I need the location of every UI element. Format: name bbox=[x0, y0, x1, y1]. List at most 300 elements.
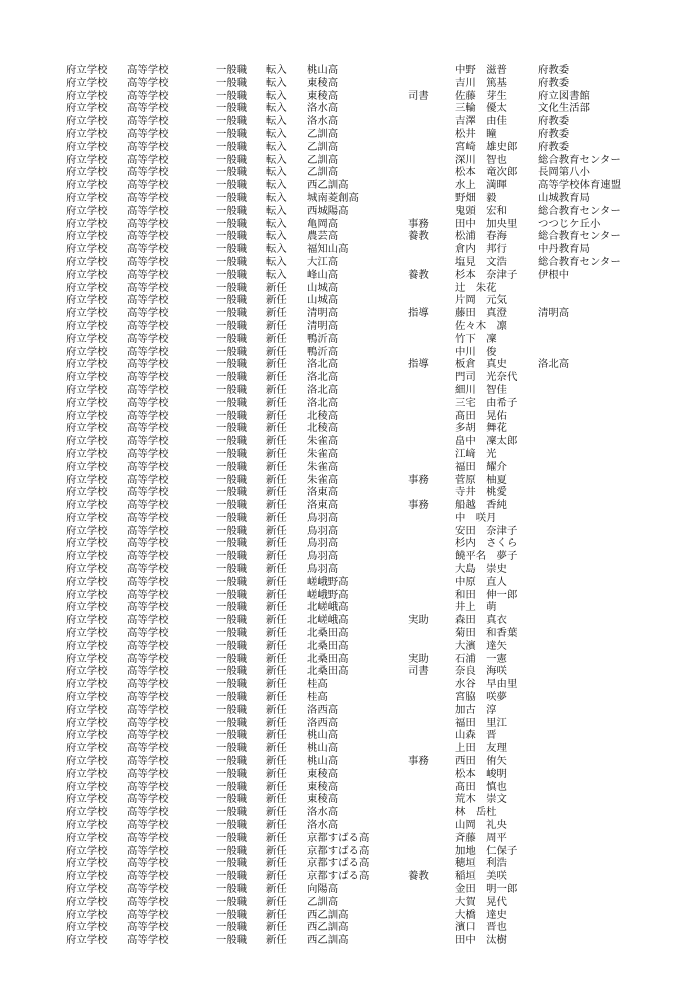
name-cell: 杉本 奈津子 bbox=[455, 268, 518, 281]
school-type-cell: 高等学校 bbox=[127, 895, 169, 908]
list-row bbox=[0, 525, 700, 538]
school-cell: 朱雀高 bbox=[307, 447, 339, 460]
list-row bbox=[0, 397, 700, 410]
name-cell: 田中 加央里 bbox=[455, 217, 518, 230]
org-cell: 府立学校 bbox=[66, 588, 108, 601]
name-cell: 髙田 慎也 bbox=[455, 780, 507, 793]
org-cell: 府立学校 bbox=[66, 371, 108, 384]
school-cell: 洛西高 bbox=[307, 716, 339, 729]
name-cell: 饒平名 夢子 bbox=[455, 550, 518, 563]
school-type-cell: 高等学校 bbox=[127, 76, 169, 89]
transfer-kind-cell: 新任 bbox=[266, 294, 287, 307]
org-cell: 府立学校 bbox=[66, 332, 108, 345]
transfer-kind-cell: 転入 bbox=[266, 255, 287, 268]
school-type-cell: 高等学校 bbox=[127, 639, 169, 652]
transfer-kind-cell: 新任 bbox=[266, 716, 287, 729]
org-cell: 府立学校 bbox=[66, 511, 108, 524]
list-row bbox=[0, 371, 700, 384]
job-category-cell: 一般職 bbox=[216, 332, 248, 345]
school-cell: 洛東高 bbox=[307, 486, 339, 499]
school-cell: 農芸高 bbox=[307, 230, 339, 243]
school-type-cell: 高等学校 bbox=[127, 524, 169, 537]
list-row bbox=[0, 691, 700, 704]
list-row bbox=[0, 499, 700, 512]
name-cell: 細川 智佳 bbox=[455, 383, 507, 396]
school-cell: 西乙訓高 bbox=[307, 908, 349, 921]
org-cell: 府立学校 bbox=[66, 767, 108, 780]
job-category-cell: 一般職 bbox=[216, 524, 248, 537]
transfer-kind-cell: 新任 bbox=[266, 447, 287, 460]
previous-post-cell: 山城教育局 bbox=[538, 191, 590, 204]
list-row bbox=[0, 218, 700, 231]
list-row bbox=[0, 576, 700, 589]
school-type-cell: 高等学校 bbox=[127, 652, 169, 665]
previous-post-cell: つつじケ丘小 bbox=[538, 217, 601, 230]
job-category-cell: 一般職 bbox=[216, 294, 248, 307]
name-cell: 杉内 さくら bbox=[455, 537, 518, 550]
name-cell: 和田 伸一郎 bbox=[455, 588, 518, 601]
school-type-cell: 高等学校 bbox=[127, 332, 169, 345]
school-cell: 洛北高 bbox=[307, 383, 339, 396]
job-category-cell: 一般職 bbox=[216, 473, 248, 486]
school-type-cell: 高等学校 bbox=[127, 921, 169, 934]
list-row bbox=[0, 665, 700, 678]
transfer-kind-cell: 新任 bbox=[266, 844, 287, 857]
name-cell: 菊田 和香葉 bbox=[455, 627, 518, 640]
org-cell: 府立学校 bbox=[66, 64, 108, 76]
previous-post-cell: 総合教育センター bbox=[538, 204, 621, 217]
name-cell: 水上 満暉 bbox=[455, 179, 507, 192]
org-cell: 府立学校 bbox=[66, 883, 108, 895]
org-cell: 府立学校 bbox=[66, 447, 108, 460]
school-type-cell: 高等学校 bbox=[127, 217, 169, 230]
org-cell: 府立学校 bbox=[66, 908, 108, 921]
job-category-cell: 一般職 bbox=[216, 255, 248, 268]
list-row bbox=[0, 230, 700, 243]
name-cell: 林 岳杜 bbox=[455, 806, 497, 819]
school-cell: 京都すばる高 bbox=[307, 844, 370, 857]
list-row bbox=[0, 806, 700, 819]
job-category-cell: 一般職 bbox=[216, 486, 248, 499]
name-cell: 三輪 優太 bbox=[455, 102, 507, 115]
name-cell: 安田 奈津子 bbox=[455, 524, 518, 537]
transfer-kind-cell: 新任 bbox=[266, 793, 287, 806]
school-type-cell: 高等学校 bbox=[127, 870, 169, 883]
name-cell: 中野 滋普 bbox=[455, 64, 507, 76]
school-type-cell: 高等学校 bbox=[127, 550, 169, 563]
school-cell: 峰山高 bbox=[307, 268, 339, 281]
list-row bbox=[0, 90, 700, 103]
school-cell: 鴨沂高 bbox=[307, 345, 339, 358]
job-category-cell: 一般職 bbox=[216, 691, 248, 704]
school-cell: 西城陽高 bbox=[307, 204, 349, 217]
school-type-cell: 高等学校 bbox=[127, 511, 169, 524]
transfer-kind-cell: 新任 bbox=[266, 601, 287, 614]
school-type-cell: 高等学校 bbox=[127, 371, 169, 384]
list-row bbox=[0, 410, 700, 423]
list-row bbox=[0, 486, 700, 499]
org-cell: 府立学校 bbox=[66, 691, 108, 704]
school-cell: 朱雀高 bbox=[307, 460, 339, 473]
list-row bbox=[0, 256, 700, 269]
school-cell: 朱雀高 bbox=[307, 435, 339, 448]
list-row bbox=[0, 474, 700, 487]
school-type-cell: 高等学校 bbox=[127, 89, 169, 102]
name-cell: 穂垣 利浩 bbox=[455, 857, 507, 870]
school-type-cell: 高等学校 bbox=[127, 486, 169, 499]
previous-post-cell: 清明高 bbox=[538, 307, 570, 320]
job-category-cell: 一般職 bbox=[216, 831, 248, 844]
school-type-cell: 高等学校 bbox=[127, 844, 169, 857]
list-row bbox=[0, 512, 700, 525]
list-row bbox=[0, 845, 700, 858]
job-category-cell: 一般職 bbox=[216, 550, 248, 563]
list-row bbox=[0, 346, 700, 359]
school-type-cell: 高等学校 bbox=[127, 614, 169, 627]
school-type-cell: 高等学校 bbox=[127, 716, 169, 729]
name-cell: 髙田 晃佑 bbox=[455, 409, 507, 422]
job-category-cell: 一般職 bbox=[216, 115, 248, 128]
name-cell: 吉澤 由佳 bbox=[455, 115, 507, 128]
school-type-cell: 高等学校 bbox=[127, 268, 169, 281]
school-type-cell: 高等学校 bbox=[127, 563, 169, 576]
transfer-kind-cell: 転入 bbox=[266, 127, 287, 140]
transfer-kind-cell: 新任 bbox=[266, 870, 287, 883]
transfer-kind-cell: 転入 bbox=[266, 230, 287, 243]
org-cell: 府立学校 bbox=[66, 575, 108, 588]
transfer-kind-cell: 新任 bbox=[266, 678, 287, 691]
org-cell: 府立学校 bbox=[66, 319, 108, 332]
school-cell: 乙訓高 bbox=[307, 127, 339, 140]
transfer-kind-cell: 新任 bbox=[266, 614, 287, 627]
org-cell: 府立学校 bbox=[66, 639, 108, 652]
school-cell: 鳥羽高 bbox=[307, 524, 339, 537]
school-cell: 鳥羽高 bbox=[307, 550, 339, 563]
name-cell: 倉内 邦行 bbox=[455, 243, 507, 256]
list-row bbox=[0, 320, 700, 333]
school-cell: 洛水高 bbox=[307, 102, 339, 115]
school-cell: 鳥羽高 bbox=[307, 563, 339, 576]
list-row bbox=[0, 461, 700, 474]
school-cell: 乙訓高 bbox=[307, 140, 339, 153]
school-type-cell: 高等学校 bbox=[127, 358, 169, 371]
school-cell: 東稜高 bbox=[307, 89, 339, 102]
name-cell: 斉藤 周平 bbox=[455, 831, 507, 844]
list-row bbox=[0, 742, 700, 755]
school-type-cell: 高等学校 bbox=[127, 819, 169, 832]
name-cell: 大賀 晃代 bbox=[455, 895, 507, 908]
previous-post-cell: 文化生活部 bbox=[538, 102, 590, 115]
name-cell: 山森 晋 bbox=[455, 729, 497, 742]
list-row bbox=[0, 781, 700, 794]
job-category-cell: 一般職 bbox=[216, 140, 248, 153]
school-cell: 鳥羽高 bbox=[307, 511, 339, 524]
job-category-cell: 一般職 bbox=[216, 383, 248, 396]
name-cell: 大濱 達矢 bbox=[455, 639, 507, 652]
transfer-kind-cell: 新任 bbox=[266, 537, 287, 550]
list-row bbox=[0, 128, 700, 141]
name-cell: 畠中 凜太郎 bbox=[455, 435, 518, 448]
school-cell: 京都すばる高 bbox=[307, 857, 370, 870]
school-type-cell: 高等学校 bbox=[127, 883, 169, 895]
name-cell: 多胡 舞花 bbox=[455, 422, 507, 435]
school-cell: 北桑田高 bbox=[307, 652, 349, 665]
previous-post-cell: 総合教育センター bbox=[538, 230, 621, 243]
name-cell: 中川 俊 bbox=[455, 345, 497, 358]
list-row bbox=[0, 883, 700, 896]
school-type-cell: 高等学校 bbox=[127, 703, 169, 716]
school-type-cell: 高等学校 bbox=[127, 319, 169, 332]
transfer-kind-cell: 新任 bbox=[266, 819, 287, 832]
job-category-cell: 一般職 bbox=[216, 102, 248, 115]
job-category-cell: 一般職 bbox=[216, 89, 248, 102]
school-cell: 東稜高 bbox=[307, 793, 339, 806]
list-row bbox=[0, 422, 700, 435]
job-category-cell: 一般職 bbox=[216, 755, 248, 768]
personnel-list bbox=[0, 64, 700, 947]
job-category-cell: 一般職 bbox=[216, 883, 248, 895]
job-category-cell: 一般職 bbox=[216, 127, 248, 140]
job-category-cell: 一般職 bbox=[216, 230, 248, 243]
transfer-kind-cell: 新任 bbox=[266, 345, 287, 358]
name-cell: 西田 侑矢 bbox=[455, 755, 507, 768]
list-row bbox=[0, 909, 700, 922]
job-category-cell: 一般職 bbox=[216, 844, 248, 857]
school-cell: 向陽高 bbox=[307, 883, 339, 895]
school-cell: 嵯峨野高 bbox=[307, 588, 349, 601]
job-category-cell: 一般職 bbox=[216, 345, 248, 358]
org-cell: 府立学校 bbox=[66, 435, 108, 448]
name-cell: 福田 里江 bbox=[455, 716, 507, 729]
org-cell: 府立学校 bbox=[66, 166, 108, 179]
previous-post-cell: 府教委 bbox=[538, 64, 570, 76]
job-category-cell: 一般職 bbox=[216, 870, 248, 883]
list-row bbox=[0, 448, 700, 461]
org-cell: 府立学校 bbox=[66, 294, 108, 307]
school-type-cell: 高等学校 bbox=[127, 601, 169, 614]
transfer-kind-cell: 転入 bbox=[266, 179, 287, 192]
school-type-cell: 高等学校 bbox=[127, 243, 169, 256]
name-cell: 野畑 毅 bbox=[455, 191, 497, 204]
transfer-kind-cell: 新任 bbox=[266, 895, 287, 908]
list-row bbox=[0, 704, 700, 717]
school-type-cell: 高等学校 bbox=[127, 422, 169, 435]
school-type-cell: 高等学校 bbox=[127, 281, 169, 294]
school-cell: 嵯峨野高 bbox=[307, 575, 349, 588]
org-cell: 府立学校 bbox=[66, 729, 108, 742]
org-cell: 府立学校 bbox=[66, 358, 108, 371]
job-category-cell: 一般職 bbox=[216, 895, 248, 908]
job-category-cell: 一般職 bbox=[216, 780, 248, 793]
list-row bbox=[0, 307, 700, 320]
org-cell: 府立学校 bbox=[66, 473, 108, 486]
transfer-kind-cell: 新任 bbox=[266, 435, 287, 448]
previous-post-cell: 中丹教育局 bbox=[538, 243, 590, 256]
list-row bbox=[0, 640, 700, 653]
school-cell: 桃山高 bbox=[307, 64, 339, 76]
org-cell: 府立学校 bbox=[66, 780, 108, 793]
school-type-cell: 高等学校 bbox=[127, 499, 169, 512]
transfer-kind-cell: 新任 bbox=[266, 371, 287, 384]
school-type-cell: 高等学校 bbox=[127, 588, 169, 601]
name-cell: 石浦 一憲 bbox=[455, 652, 507, 665]
list-row bbox=[0, 729, 700, 742]
job-category-cell: 一般職 bbox=[216, 191, 248, 204]
name-cell: 辻 朱花 bbox=[455, 281, 497, 294]
role-cell: 司書 bbox=[408, 665, 429, 678]
role-cell: 実助 bbox=[408, 614, 429, 627]
transfer-kind-cell: 転入 bbox=[266, 191, 287, 204]
school-cell: 桂高 bbox=[307, 691, 328, 704]
name-cell: 門司 光奈代 bbox=[455, 371, 518, 384]
school-type-cell: 高等学校 bbox=[127, 191, 169, 204]
transfer-kind-cell: 新任 bbox=[266, 883, 287, 895]
transfer-kind-cell: 転入 bbox=[266, 140, 287, 153]
transfer-kind-cell: 新任 bbox=[266, 486, 287, 499]
transfer-kind-cell: 転入 bbox=[266, 102, 287, 115]
school-type-cell: 高等学校 bbox=[127, 396, 169, 409]
school-cell: 山城高 bbox=[307, 294, 339, 307]
org-cell: 府立学校 bbox=[66, 243, 108, 256]
school-cell: 洛北高 bbox=[307, 396, 339, 409]
name-cell: 松本 竜次郎 bbox=[455, 166, 518, 179]
transfer-kind-cell: 新任 bbox=[266, 806, 287, 819]
org-cell: 府立学校 bbox=[66, 486, 108, 499]
job-category-cell: 一般職 bbox=[216, 639, 248, 652]
list-row bbox=[0, 435, 700, 448]
job-category-cell: 一般職 bbox=[216, 537, 248, 550]
transfer-kind-cell: 新任 bbox=[266, 332, 287, 345]
school-type-cell: 高等学校 bbox=[127, 665, 169, 678]
school-cell: 城南菱創高 bbox=[307, 191, 359, 204]
school-type-cell: 高等学校 bbox=[127, 166, 169, 179]
school-type-cell: 高等学校 bbox=[127, 729, 169, 742]
list-row bbox=[0, 819, 700, 832]
org-cell: 府立学校 bbox=[66, 895, 108, 908]
transfer-kind-cell: 新任 bbox=[266, 358, 287, 371]
org-cell: 府立学校 bbox=[66, 819, 108, 832]
list-row bbox=[0, 205, 700, 218]
school-cell: 京都すばる高 bbox=[307, 870, 370, 883]
job-category-cell: 一般職 bbox=[216, 268, 248, 281]
name-cell: 佐々木 凛 bbox=[455, 319, 507, 332]
list-row bbox=[0, 755, 700, 768]
list-row bbox=[0, 921, 700, 934]
org-cell: 府立学校 bbox=[66, 460, 108, 473]
school-cell: 桃山高 bbox=[307, 729, 339, 742]
org-cell: 府立学校 bbox=[66, 652, 108, 665]
list-row bbox=[0, 166, 700, 179]
org-cell: 府立学校 bbox=[66, 268, 108, 281]
transfer-kind-cell: 新任 bbox=[266, 319, 287, 332]
school-type-cell: 高等学校 bbox=[127, 934, 169, 947]
school-type-cell: 高等学校 bbox=[127, 537, 169, 550]
name-cell: 三宅 由希子 bbox=[455, 396, 518, 409]
school-type-cell: 高等学校 bbox=[127, 127, 169, 140]
org-cell: 府立学校 bbox=[66, 204, 108, 217]
school-type-cell: 高等学校 bbox=[127, 153, 169, 166]
list-row bbox=[0, 550, 700, 563]
school-cell: 京都すばる高 bbox=[307, 831, 370, 844]
school-type-cell: 高等学校 bbox=[127, 806, 169, 819]
job-category-cell: 一般職 bbox=[216, 563, 248, 576]
job-category-cell: 一般職 bbox=[216, 511, 248, 524]
school-cell: 乙訓高 bbox=[307, 895, 339, 908]
transfer-kind-cell: 新任 bbox=[266, 627, 287, 640]
transfer-kind-cell: 新任 bbox=[266, 588, 287, 601]
previous-post-cell: 府教委 bbox=[538, 140, 570, 153]
school-cell: 北桑田高 bbox=[307, 665, 349, 678]
previous-post-cell: 府教委 bbox=[538, 76, 570, 89]
org-cell: 府立学校 bbox=[66, 703, 108, 716]
list-row bbox=[0, 653, 700, 666]
name-cell: 山岡 礼央 bbox=[455, 819, 507, 832]
school-cell: 北桑田高 bbox=[307, 627, 349, 640]
org-cell: 府立学校 bbox=[66, 524, 108, 537]
school-type-cell: 高等学校 bbox=[127, 908, 169, 921]
org-cell: 府立学校 bbox=[66, 230, 108, 243]
name-cell: 松井 瞳 bbox=[455, 127, 497, 140]
school-cell: 清明高 bbox=[307, 307, 339, 320]
org-cell: 府立学校 bbox=[66, 870, 108, 883]
school-cell: 東稜高 bbox=[307, 767, 339, 780]
transfer-kind-cell: 新任 bbox=[266, 460, 287, 473]
job-category-cell: 一般職 bbox=[216, 742, 248, 755]
school-type-cell: 高等学校 bbox=[127, 460, 169, 473]
job-category-cell: 一般職 bbox=[216, 460, 248, 473]
transfer-kind-cell: 新任 bbox=[266, 934, 287, 947]
name-cell: 大橋 達史 bbox=[455, 908, 507, 921]
list-row bbox=[0, 154, 700, 167]
job-category-cell: 一般職 bbox=[216, 614, 248, 627]
job-category-cell: 一般職 bbox=[216, 204, 248, 217]
previous-post-cell: 府教委 bbox=[538, 115, 570, 128]
school-type-cell: 高等学校 bbox=[127, 230, 169, 243]
school-cell: 乙訓高 bbox=[307, 166, 339, 179]
job-category-cell: 一般職 bbox=[216, 217, 248, 230]
transfer-kind-cell: 転入 bbox=[266, 166, 287, 179]
job-category-cell: 一般職 bbox=[216, 281, 248, 294]
transfer-kind-cell: 新任 bbox=[266, 691, 287, 704]
role-cell: 司書 bbox=[408, 89, 429, 102]
school-cell: 洛北高 bbox=[307, 371, 339, 384]
previous-post-cell: 府教委 bbox=[538, 127, 570, 140]
transfer-kind-cell: 転入 bbox=[266, 268, 287, 281]
school-type-cell: 高等学校 bbox=[127, 345, 169, 358]
name-cell: 稲垣 美咲 bbox=[455, 870, 507, 883]
job-category-cell: 一般職 bbox=[216, 371, 248, 384]
school-type-cell: 高等学校 bbox=[127, 140, 169, 153]
job-category-cell: 一般職 bbox=[216, 793, 248, 806]
org-cell: 府立学校 bbox=[66, 537, 108, 550]
school-type-cell: 高等学校 bbox=[127, 102, 169, 115]
transfer-kind-cell: 新任 bbox=[266, 703, 287, 716]
school-cell: 洛水高 bbox=[307, 806, 339, 819]
org-cell: 府立学校 bbox=[66, 499, 108, 512]
transfer-kind-cell: 転入 bbox=[266, 204, 287, 217]
org-cell: 府立学校 bbox=[66, 627, 108, 640]
job-category-cell: 一般職 bbox=[216, 729, 248, 742]
org-cell: 府立学校 bbox=[66, 153, 108, 166]
name-cell: 宮崎 雄史郎 bbox=[455, 140, 518, 153]
name-cell: 上田 友理 bbox=[455, 742, 507, 755]
school-cell: 大江高 bbox=[307, 255, 339, 268]
role-cell: 養教 bbox=[408, 870, 429, 883]
transfer-kind-cell: 新任 bbox=[266, 857, 287, 870]
transfer-kind-cell: 転入 bbox=[266, 64, 287, 76]
school-cell: 桃山高 bbox=[307, 755, 339, 768]
transfer-kind-cell: 新任 bbox=[266, 550, 287, 563]
